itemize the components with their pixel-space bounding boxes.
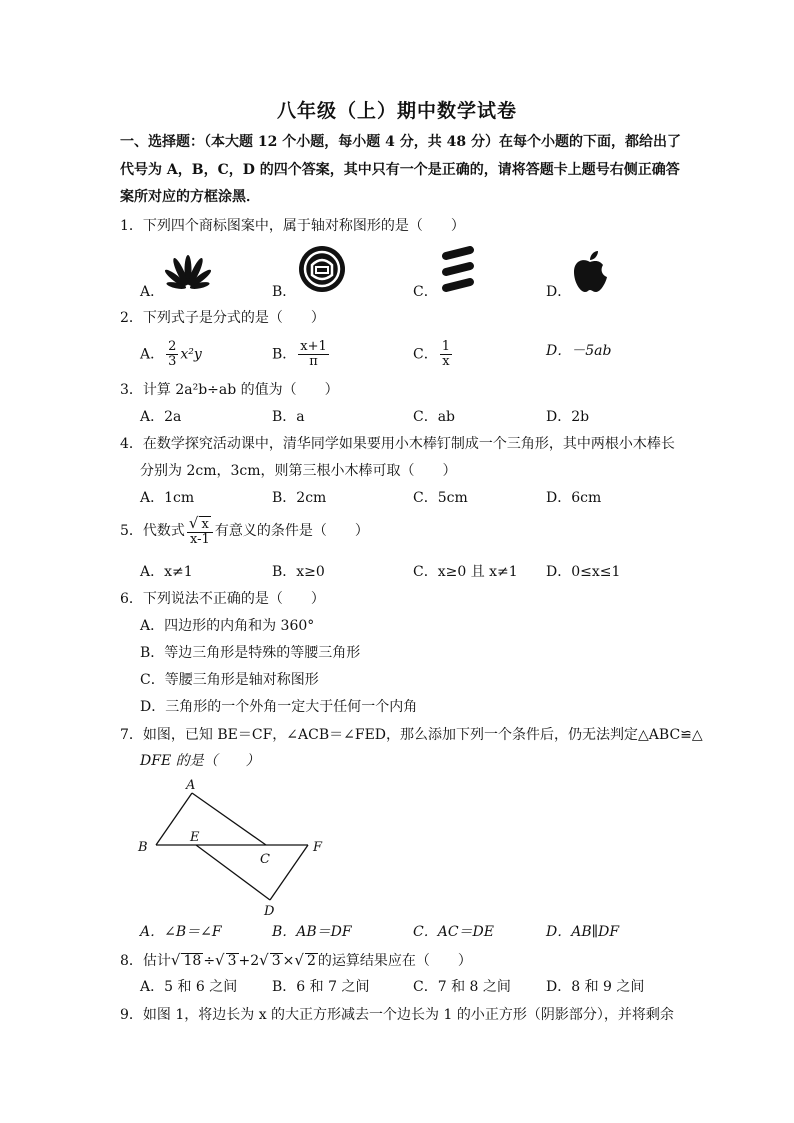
- q3-option-a: A．2a: [140, 409, 182, 425]
- question-5-stem: [120, 515, 369, 547]
- q2-option-c: [413, 340, 454, 369]
- triangle-figure: [130, 775, 340, 920]
- q2-option-c-fraction: [440, 340, 452, 369]
- q8-option-b: B．6 和 7 之间: [272, 979, 370, 995]
- apple-logo-icon: [570, 250, 610, 294]
- q2-option-c-numerator: 1: [441, 339, 450, 354]
- q1-option-c: C．: [413, 284, 438, 300]
- q8-operator-2: +2: [238, 953, 260, 969]
- q3-option-b: B．a: [272, 409, 305, 425]
- question-1-stem: 1．下列四个商标图案中，属于轴对称图形的是（ ）: [120, 218, 465, 234]
- sqrt-sign-icon: √: [294, 951, 304, 969]
- segment-ed: [196, 845, 270, 900]
- exam-title: 八年级（上）期中数学试卷: [276, 100, 517, 122]
- q8-option-c: C．7 和 8 之间: [413, 979, 511, 995]
- q8-operator-3: ×: [282, 953, 295, 969]
- q4-option-b: B．2cm: [272, 490, 327, 506]
- q3-option-c: C．ab: [413, 409, 456, 425]
- segment-ac: [192, 793, 266, 845]
- q2-option-a-suffix: x²y: [180, 346, 202, 363]
- q2-option-d: D．－5ab: [546, 343, 612, 359]
- question-7-stem-line-1: 7．如图，已知 BE＝CF，∠ACB＝∠FED，那么添加下列一个条件后，仍无法判定△ABC≌△: [120, 727, 703, 743]
- q2-option-b: [272, 340, 331, 369]
- q5-option-c: C．x≥0 且 x≠1: [413, 564, 518, 580]
- huawei-logo-icon: [160, 254, 216, 292]
- question-4-stem-line-1: 4．在数学探究活动课中，清华同学如果要用小木棒钉制成一个三角形，其中两根小木棒长: [120, 436, 675, 452]
- q1-option-b: B．: [272, 284, 297, 300]
- q6-option-a: A．四边形的内角和为 360°: [140, 618, 315, 634]
- q4-option-a: A．1cm: [140, 490, 195, 506]
- q5-fraction-denominator: x-1: [189, 531, 210, 547]
- sqrt-sign-icon: √: [215, 951, 225, 969]
- q6-option-d: D．三角形的一个外角一定大于任何一个内角: [140, 699, 418, 715]
- q8-radicand-2: 3: [227, 953, 237, 969]
- segment-ba: [156, 793, 192, 845]
- section-intro-line-1: 一、选择题：（本大题 12 个小题，每小题 4 分，共 48 分）在每个小题的下面，都给出了: [120, 134, 681, 150]
- label-e: E: [190, 830, 200, 845]
- question-7-stem-line-2: DFE 的是（ ）: [140, 753, 260, 769]
- q2-option-b-prefix: B．: [272, 346, 297, 363]
- ericsson-logo-icon: [438, 246, 478, 294]
- china-mobile-logo-icon: [298, 245, 346, 293]
- q2-option-a-prefix: A．: [140, 346, 165, 363]
- q5-stem-prefix: 5．代数式: [120, 523, 185, 539]
- question-2-stem: 2．下列式子是分式的是（ ）: [120, 310, 325, 326]
- q5-fraction-numerator: [187, 513, 213, 533]
- q8-operator-1: ÷: [203, 953, 216, 969]
- sqrt-sign-icon: √: [259, 951, 269, 969]
- q7-option-a: A．∠B＝∠F: [140, 924, 222, 940]
- section-intro-line-3: 案所对应的方框涂黑．: [120, 189, 260, 205]
- sqrt-sign-icon: √: [188, 513, 199, 532]
- sqrt-sign-icon: √: [170, 951, 181, 969]
- segment-fd: [270, 845, 308, 900]
- q4-option-c: C．5cm: [413, 490, 468, 506]
- q8-option-a: A．5 和 6 之间: [140, 979, 238, 995]
- question-6-stem: 6．下列说法不正确的是（ ）: [120, 591, 325, 607]
- q5-option-a: A．x≠1: [140, 564, 193, 580]
- q3-option-d: D．2b: [546, 409, 590, 425]
- q2-option-b-numerator: x+1: [300, 339, 327, 354]
- q1-option-d: D．: [546, 284, 572, 300]
- label-f: F: [313, 840, 323, 855]
- q2-option-c-denominator: x: [442, 354, 450, 369]
- q5-option-b: B．x≥0: [272, 564, 325, 580]
- q7-option-c: C．AC＝DE: [413, 924, 494, 940]
- question-4-stem-line-2: 分别为 2cm，3cm，则第三根小木棒可取（ ）: [140, 463, 457, 479]
- label-d: D: [264, 904, 275, 919]
- q8-stem-prefix: 8．估计: [120, 953, 171, 969]
- q4-option-d: D．6cm: [546, 490, 602, 506]
- q8-radicand-1: 18: [183, 953, 202, 969]
- q2-option-a: [140, 340, 202, 369]
- q7-option-b: B．AB＝DF: [272, 924, 352, 940]
- q2-option-b-fraction: [298, 340, 329, 369]
- q8-option-d: D．8 和 9 之间: [546, 979, 645, 995]
- question-9-stem: 9．如图 1，将边长为 x 的大正方形减去一个边长为 1 的小正方形（阴影部分），并将剩余: [120, 1007, 674, 1023]
- q5-fraction: [187, 513, 213, 547]
- q1-option-a: A．: [140, 284, 165, 300]
- question-8-stem: [120, 950, 472, 971]
- label-c: C: [260, 852, 270, 867]
- q7-option-d: D．AB∥DF: [546, 924, 620, 940]
- q2-option-c-prefix: C．: [413, 346, 438, 363]
- q2-option-a-numerator: 2: [168, 339, 177, 354]
- q2-option-a-denominator: 3: [168, 354, 177, 369]
- q2-option-b-denominator: π: [309, 354, 318, 369]
- label-a: A: [186, 778, 196, 793]
- q6-option-c: C．等腰三角形是轴对称图形: [140, 672, 319, 688]
- q2-option-a-fraction: [166, 340, 178, 369]
- q5-radicand: x: [201, 516, 209, 532]
- label-b: B: [138, 840, 148, 855]
- question-3-stem: 3．计算 2a²b÷ab 的值为（ ）: [120, 382, 339, 398]
- q8-radicand-3: 3: [271, 953, 281, 969]
- q5-option-d: D．0≤x≤1: [546, 564, 621, 580]
- q6-option-b: B．等边三角形是特殊的等腰三角形: [140, 645, 361, 661]
- q5-stem-suffix: 有意义的条件是（ ）: [214, 523, 369, 539]
- section-intro-line-2: 代号为 A，B，C，D 的四个答案，其中只有一个是正确的，请将答题卡上题号右侧正确答: [120, 162, 680, 178]
- q8-stem-suffix: 的运算结果应在（ ）: [317, 953, 472, 969]
- q8-radicand-4: 2: [306, 953, 316, 969]
